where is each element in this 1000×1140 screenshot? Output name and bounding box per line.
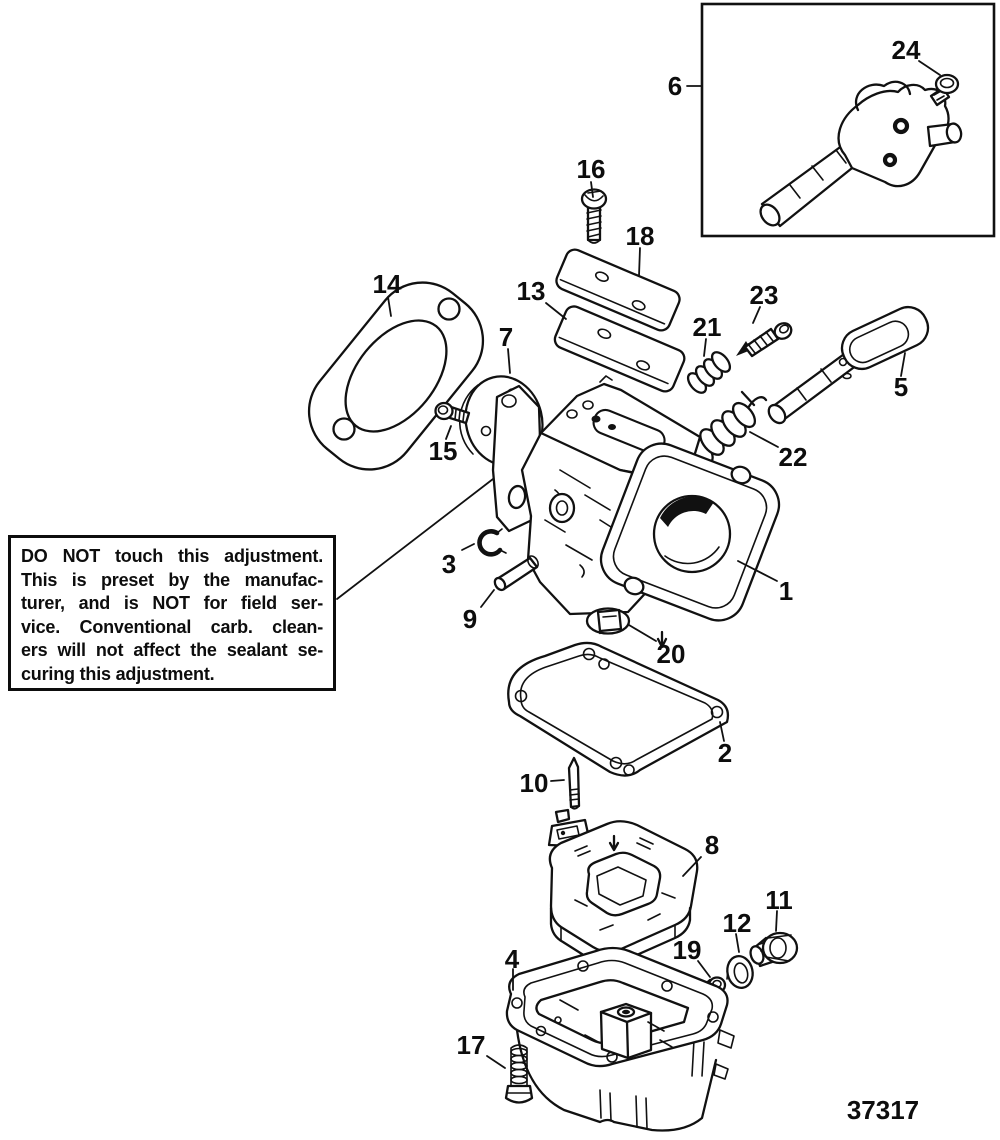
callout-19: 19 <box>672 935 702 965</box>
part-15-screw <box>436 403 470 423</box>
callout-18: 18 <box>625 221 655 251</box>
part-4-float-bowl <box>507 948 734 1131</box>
callout-14: 14 <box>372 269 402 299</box>
callout-23: 23 <box>749 280 779 310</box>
note-line-6: curing this adjustment. <box>21 663 215 684</box>
callout-9: 9 <box>462 604 478 634</box>
callout-4: 4 <box>504 944 520 974</box>
part-12-washer <box>724 954 755 990</box>
callout-10: 10 <box>519 768 549 798</box>
part-16-screw <box>582 190 606 244</box>
note-line-3: turer, and is NOT for field ser- <box>21 593 323 614</box>
part-2-bowl-gasket <box>508 643 728 776</box>
callout-5: 5 <box>893 372 909 402</box>
part-3-e-clip <box>480 529 506 554</box>
part-11-drain-plug <box>748 933 797 966</box>
part-20-grommet <box>587 609 629 634</box>
callout-2: 2 <box>717 738 733 768</box>
note-line-1: DO NOT touch this adjustment. <box>21 546 323 566</box>
callout-6: 6 <box>667 71 683 101</box>
callout-8: 8 <box>704 830 720 860</box>
note-line-2: This is preset by the manufac- <box>21 569 323 590</box>
callout-24: 24 <box>891 35 921 65</box>
callout-3: 3 <box>441 549 457 579</box>
callout-15: 15 <box>428 436 458 466</box>
part-5-throttle-shaft <box>765 301 934 426</box>
callout-17: 17 <box>456 1030 486 1060</box>
figure-number: 37317 <box>846 1095 920 1125</box>
callout-13: 13 <box>516 276 546 306</box>
callout-1: 1 <box>778 576 794 606</box>
callout-22: 22 <box>778 442 808 472</box>
part-23-screw <box>736 320 794 356</box>
callout-16: 16 <box>576 154 606 184</box>
callout-7: 7 <box>498 322 514 352</box>
adjustment-note-box <box>8 535 336 691</box>
callout-20: 20 <box>656 639 686 669</box>
callout-11: 11 <box>765 885 793 915</box>
part-10-needle <box>569 758 579 809</box>
note-line-4: vice. Conventional carb. clean- <box>21 616 323 637</box>
note-line-5: ers will not affect the sealant se- <box>21 640 323 661</box>
callout-21: 21 <box>692 312 722 342</box>
callout-12: 12 <box>722 908 752 938</box>
part-21-spring <box>685 349 734 396</box>
